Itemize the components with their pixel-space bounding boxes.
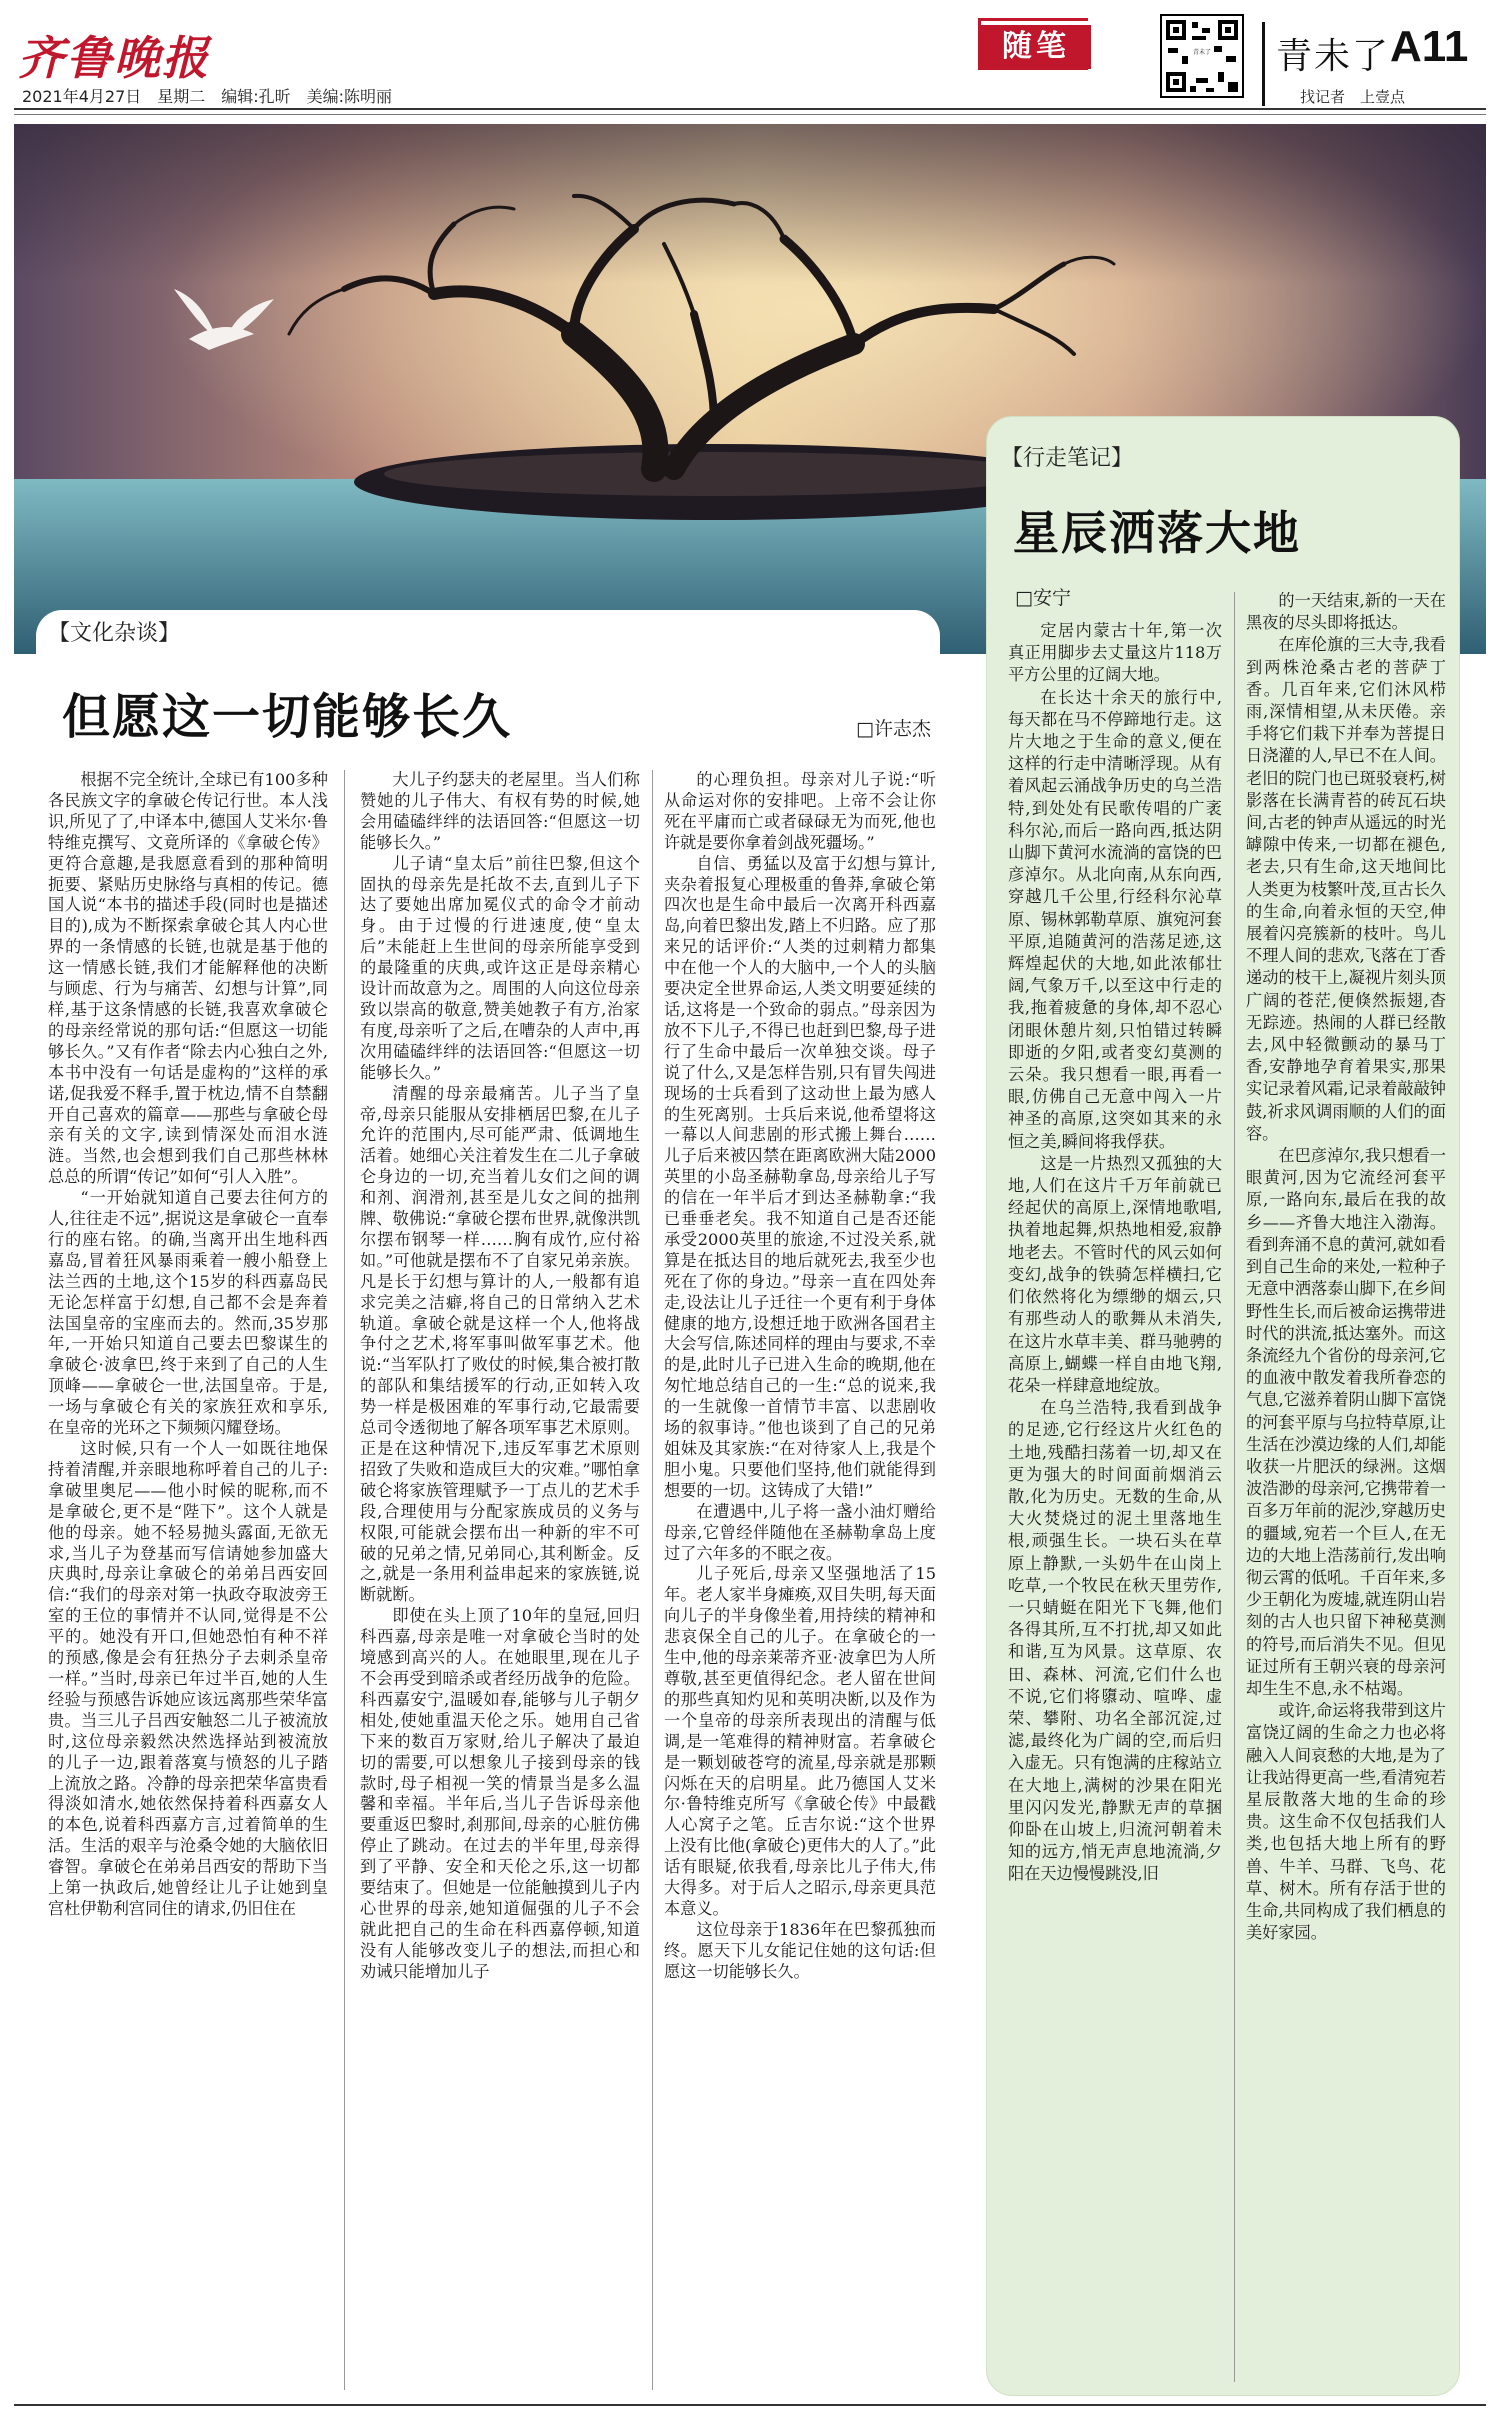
article2-column-1 [1008, 620, 1222, 2388]
article1-column-3 [664, 770, 936, 2398]
masthead [0, 0, 1500, 120]
paragraph: 自信、勇猛以及富于幻想与算计,夹杂着报复心理极重的鲁莽,拿破仑第四次也是生命中最后一次离开科西嘉岛,向着巴黎出发,踏上不归路。应了那来兄的话评价:“人类的过刺精力都集中在他一个人的大脑中,一个人的头脑要决定全世界命运,人类文明要延续的话,这将是一个致命的弱点。”母亲因为放不下儿子,不得已也赶到巴黎,母子进行了生命中最后一次单独交谈。母子说了什么,又是怎样告别,只有冒失闯进现场的士兵看到了这动世上最为感人的生死离别。士兵后来说,他希望将这一幕以人间悲剧的形式搬上舞台……儿子后来被囚禁在距离欧洲大陆2000英里的小岛圣赫勒拿岛,母亲给儿子写的信在一年半后才到达圣赫勒拿:“我已垂垂老矣。我不知道自己是否还能承受2000英里的旅途,不过没关系,就算是在抵达目的地后就死去,我至少也死在了你的身边。”母亲一直在四处奔走,设法让儿子迁往一个更有利于身体健康的地方,设想迁地于欧洲各国君主大会写信,陈述同样的理由与要求,不幸的是,此时儿子已进入生命的晚期,他在匆忙地总结自己的一生:“总的说来,我的一生就像一首情节丰富、以悲剧收场的叙事诗。”他也谈到了自己的兄弟姐妹及其家族:“在对待家人上,我是个胆小鬼。只要他们坚持,他们就能得到想要的一切。这铸成了大错!” [664, 853, 936, 1500]
column-divider [344, 770, 345, 2390]
paragraph: 或许,命运将我带到这片富饶辽阔的生命之力也必将融入人间哀愁的大地,是为了让我站得更高一些,看清宛若星辰散落大地的生命的珍贵。这生命不仅包括我们人类,也包括大地上所有的野兽、牛羊、马群、飞鸟、花草、树木。所有存活于世的生命,共同构成了我们栖息的美好家园。 [1246, 1701, 1446, 1943]
paragraph: 在乌兰浩特,我看到战争的足迹,它行经这片火红色的土地,残酷扫荡着一切,却又在更为强大的时间面前烟消云散,化为历史。无数的生命,从大火焚烧过的泥土里落地生根,顽强生长。一块石头在草原上静默,一头奶牛在山岗上吃草,一个牧民在秋天里劳作,一只蜻蜓在阳光下飞舞,他们各得其所,互不打扰,却又如此和谐,互为风景。这草原、农田、森林、河流,它们什么也不说,它们将隳动、喧哗、虚荣、攀附、功名全部沉淀,过滤,最终化为广阔的空,而后归入虚无。只有饱满的庄稼站立在大地上,满树的沙果在阳光里闪闪发光,静默无声的草捆仰卧在山坡上,归流河朝着未知的远方,悄无声息地流淌,夕阳在天边慢慢跳没,旧 [1008, 1398, 1222, 1884]
article-title: 星辰洒落大地 [1013, 506, 1301, 560]
qr-center-label: 青未了 [1190, 44, 1214, 62]
paragraph: “一开始就知道自己要去往何方的人,往往走不远”,据说这是拿破仑一直奉行的座右铭。的确,当离开出生地科西嘉岛,冒着狂风暴雨乘着一艘小船登上法兰西的土地,这个15岁的科西嘉岛民无论怎样富于幻想,自己都不会是奔着法国皇帝的宝座而去的。然而,35岁那年,一开始只知道自己要去巴黎谋生的拿破仑·波拿巴,终于来到了自己的人生顶峰——拿破仑一世,法国皇帝。于是,一场与拿破仑有关的家族狂欢和享乐,在皇帝的光环之下频频闪耀登场。 [48, 1188, 328, 1438]
header-rule-thin [14, 114, 1486, 115]
article-byline: □许志杰 [856, 718, 931, 740]
credit-line: 找记者 上壹点 [1300, 88, 1406, 106]
paragraph: 即使在头上顶了10年的皇冠,回归科西嘉,母亲是唯一对拿破仑当时的处境感到高兴的人。在她眼里,现在儿子不会再受到暗杀或者经历战争的危险。科西嘉安宁,温暖如春,能够与儿子朝夕相处,使她重温天伦之乐。她用自己省下来的数百万家财,给儿子解决了最迫切的需要,可以想象儿子接到母亲的钱款时,母子相视一笑的情景当是多么温馨和幸福。半年后,当儿子告诉母亲他要重返巴黎时,刹那间,母亲的心脏仿佛停止了跳动。在过去的半年里,母亲得到了平静、安全和天伦之乐,这一切都要结束了。但她是一位能触摸到儿子内心世界的母亲,她知道倔强的儿子不会就此把自己的生命在科西嘉停顿,知道没有人能够改变儿子的想法,而担心和劝诫只能增加儿子 [360, 1606, 640, 1981]
paragraph: 这时候,只有一个人一如既往地保持着清醒,并亲眼地称呼着自己的儿子:拿破里奥尼——他小时候的昵称,而不是拿破仑,更不是“陛下”。这个人就是他的母亲。她不轻易抛头露面,无欲无求,当儿子为登基而写信请她参加盛大庆典时,母亲让拿破仑的弟弟吕西安回信:“我们的母亲对第一执政夺取波旁王室的王位的事情并不认同,觉得是不公平的。她没有开口,但她恐怕有种不祥的预感,像是会有狂热分子去刺杀皇帝一样。”当时,母亲已年过半百,她的人生经验与预感告诉她应该远离那些荣华富贵。当三儿子吕西安触怒二儿子被流放时,这位母亲毅然决然选择站到被流放的儿子一边,跟着落寞与愤怒的儿子踏上流放之路。冷静的母亲把荣华富贵看得淡如清水,她依然保持着科西嘉女人的本色,说着科西嘉方言,过着简单的生活。生活的艰辛与沧桑令她的大脑依旧睿智。拿破仑在弟弟吕西安的帮助下当上第一执政后,她曾经让儿子让她到皇宫杜伊勒利宫同住的请求,仍旧住在 [48, 1439, 328, 1918]
column-name: 青未了 [1276, 36, 1391, 77]
paragraph: 儿子死后,母亲又坚强地活了15年。老人家半身瘫痪,双目失明,每天面向儿子的半身像坐着,用持续的精神和悲哀保全自己的儿子。在拿破仑的一生中,他的母亲莱蒂齐亚·波拿巴为人所尊敬,甚至更值得纪念。老人留在世间的那些真知灼见和英明决断,以及作为一个皇帝的母亲所表现出的清醒与低调,是一笔难得的精神财富。若拿破仑是一颗划破苍穹的流星,母亲就是那颗闪烁在天的启明星。此乃德国人艾米尔·鲁特维克所写《拿破仑传》中最戳人心窝子之笔。丘吉尔说:“这个世界上没有比他(拿破仑)更伟大的人了。”此话有眼疑,依我看,母亲比儿子伟大,伟大得多。对于后人之昭示,母亲更具范本意义。 [664, 1564, 936, 1918]
paragraph: 这位母亲于1836年在巴黎孤独而终。愿天下儿女能记住她的这句话:但愿这一切能够长久。 [664, 1919, 936, 1981]
section-label: 随笔 [981, 25, 1091, 69]
article1-column-1 [48, 770, 328, 2398]
article-tag: 【文化杂谈】 [48, 621, 181, 646]
paragraph: 在巴彦淖尔,我只想看一眼黄河,因为它流经河套平原,一路向东,最后在我的故乡——齐鲁大地注入渤海。看到奔涌不息的黄河,就如看到自己生命的来处,一粒种子无意中洒落泰山脚下,在乡间野性生长,而后被命运携带进时代的洪流,抵达塞外。而这条流经九个省份的母亲河,它的血液中散发着我所眷恋的气息,它滋养着阴山脚下富饶的河套平原与乌拉特草原,让生活在沙漠边缘的人们,却能收获一片肥沃的绿洲。这烟波浩渺的母亲河,它携带着一百多万年前的泥沙,穿越历史的疆域,宛若一个巨人,在无边的大地上浩荡前行,发出响彻云霄的低吼。千百年来,多少王朝化为废墟,就连阴山岩刻的古人也只留下神秘莫测的符号,而后消失不见。但见证过所有王朝兴衰的母亲河却生生不息,永不枯竭。 [1246, 1146, 1446, 1698]
header-rule [14, 108, 1486, 110]
column-divider [652, 770, 653, 2390]
article2-column-2 [1246, 590, 1446, 2388]
footer-rule [14, 2404, 1486, 2406]
paragraph: 这是一片热烈又孤独的大地,人们在这片千万年前就已经起伏的高原上,深情地歌唱,执着地起舞,炽热地相爱,寂静地老去。不管时代的风云如何变幻,战争的铁骑怎样横扫,它们依然将化为缥缈的烟云,只有那些动人的歌舞从未消失,在这片水草丰美、群马驰骋的高原上,蝴蝶一样自由地飞翔,花朵一样肆意地绽放。 [1008, 1153, 1222, 1395]
paragraph: 的心理负担。母亲对儿子说:“听从命运对你的安排吧。上帝不会让你死在平庸而亡或者碌碌无为而死,他也许就是要你拿着剑战死疆场。” [664, 770, 936, 852]
date-editor-line: 2021年4月27日 星期二 编辑:孔昕 美编:陈明丽 [22, 87, 393, 106]
paragraph: 在遭遇中,儿子将一盏小油灯赠给母亲,它曾经伴随他在圣赫勒拿岛上度过了六年多的不眠之夜。 [664, 1501, 936, 1563]
article-title: 但愿这一切能够长久 [62, 689, 513, 745]
article1-column-2 [360, 770, 640, 2398]
header-divider [1262, 22, 1265, 106]
paragraph: 儿子请“皇太后”前往巴黎,但这个固执的母亲先是托故不去,直到儿子下达了要她出席加冕仪式的命令才前动身。由于过慢的行进速度,使“皇太后”未能赶上生世间的母亲所能享受到的最隆重的庆典,或许这正是母亲精心设计而故意为之。周围的人向这位母亲致以崇高的敬意,赞美她教子有方,治家有度,母亲听了之后,在嘈杂的人声中,再次用磕磕绊绊的法语回答:“但愿这一切能够长久。” [360, 853, 640, 1082]
section-badge [978, 18, 1088, 70]
page-number: A11 [1390, 22, 1469, 71]
article-byline: □安宁 [1015, 587, 1071, 609]
paragraph: 大儿子约瑟夫的老屋里。当人们称赞她的儿子伟大、有权有势的时候,她会用磕磕绊绊的法语回答:“但愿这一切能够长久。” [360, 770, 640, 852]
paragraph: 定居内蒙古十年,第一次真正用脚步去丈量这片118万平方公里的辽阔大地。 [1008, 621, 1222, 685]
paragraph: 根据不完全统计,全球已有100多种各民族文字的拿破仑传记行世。本人浅识,所见了了,中译本中,德国人艾米尔·鲁特维克撰写、文竟所译的《拿破仑传》更符合意趣,是我愿意看到的那种简明扼要、紧贴历史脉络与真相的传记。德国人说“本书的描述手段(同时也是描述目的),成为不断探索拿破仑其人内心世界的一条情感的长链,也就是基于他的这一情感长链,我们才能解释他的决断与顾虑、行为与痛苦、幻想与计算”,同样,基于这条情感的长链,我喜欢拿破仑的母亲经常说的那句话:“但愿这一切能够长久。”又有作者“除去内心独白之外,本书中没有一句话是虚构的”这样的承诺,促我爱不释手,置于枕边,情不自禁翻开自己喜欢的篇章——那些与拿破仑母亲有关的文字,读到情深处而泪水涟涟。当然,也会想到我们自己那些林林总总的所谓“传记”如何“引人入胜”。 [48, 770, 328, 1187]
article-tag: 【行走笔记】 [1001, 446, 1134, 471]
paragraph: 清醒的母亲最痛苦。儿子当了皇帝,母亲只能服从安排栖居巴黎,在儿子允许的范围内,尽可能严肃、低调地生活着。她细心关注着发生在二儿子拿破仑身边的一切,充当着儿女们之间的调和剂、润滑剂,甚至是儿女之间的拙荆牌、敬佛说:“拿破仑摆布世界,就像洪凯尔摆布钢琴一样……胸有成竹,应付裕如。”可他就是摆布不了自家兄弟亲族。凡是长于幻想与算计的人,一般都有追求完美之洁癖,将自己的日常纳入艺术轨道。拿破仑就是这样一个人,他将战争付之艺术,将军事叫做军事艺术。他说:“当军队打了败仗的时候,集合被打散的部队和集结援军的行动,正如转入攻势一样是极困难的军事行动,它最需要总司令透彻地了解各项军事艺术原则。正是在这种情况下,违反军事艺术原则招致了失败和造成巨大的灾难。”哪怕拿破仑将家族管理赋予一丁点儿的艺术手段,合理使用与分配家族成员的义务与权限,可能就会摆布出一种新的牢不可破的兄弟之情,兄弟同心,其利断金。反之,就是一条用利益串起来的家族链,说断就断。 [360, 1083, 640, 1605]
paragraph: 在长达十余天的旅行中,每天都在马不停蹄地行走。这片大地之于生命的意义,便在这样的行走中清晰浮现。从有着风起云涌战争历史的乌兰浩特,到处处有民歌传唱的广袤科尔沁,而后一路向西,抵达阴山脚下黄河水流淌的富饶的巴彦淖尔。从北向南,从东向西,穿越几千公里,行经科尔沁草原、锡林郭勒草原、旗宛河套平原,追随黄河的浩荡足迹,这辉煌起伏的大地,如此浓郁壮阔,气象万千,以至这中行走的我,拖着疲惫的身体,却不忍心闭眼休憩片刻,只怕错过转瞬即逝的夕阳,或者变幻莫测的云朵。我只想看一眼,再看一眼,仿佛自己无意中闯入一片神圣的高原,这突如其来的永恒之美,瞬间将我俘获。 [1008, 687, 1222, 1151]
newspaper-logo: 齐鲁晚报 [18, 31, 210, 85]
column-divider [1234, 592, 1235, 2382]
paragraph: 的一天结束,新的一天在黑夜的尽头即将抵达。 [1246, 591, 1446, 633]
paragraph: 在库伦旗的三大寺,我看到两株沧桑古老的菩萨丁香。几百年来,它们沐风栉雨,深情相望,从未厌倦。亲手将它们栽下并奉为菩提日日浇灌的人,早已不在人间。老旧的院门也已斑驳衰朽,树影落在长满青苔的砖瓦石块间,古老的钟声从遥远的时光罅隙中传来,一切都在褪色,老去,只有生命,这天地间比人类更为枝繁叶茂,亘古长久的生命,向着永恒的天空,伸展着闪亮簇新的枝叶。鸟儿不理人间的悲欢,飞落在丁香递动的枝干上,凝视片刻头顶广阔的苍茫,便倏然振翅,杳无踪迹。热闹的人群已经散去,风中轻微颤动的暴马丁香,安静地孕育着果实,那果实记录着风霜,记录着敲敲钟鼓,祈求风调雨顺的人们的面容。 [1246, 635, 1446, 1143]
